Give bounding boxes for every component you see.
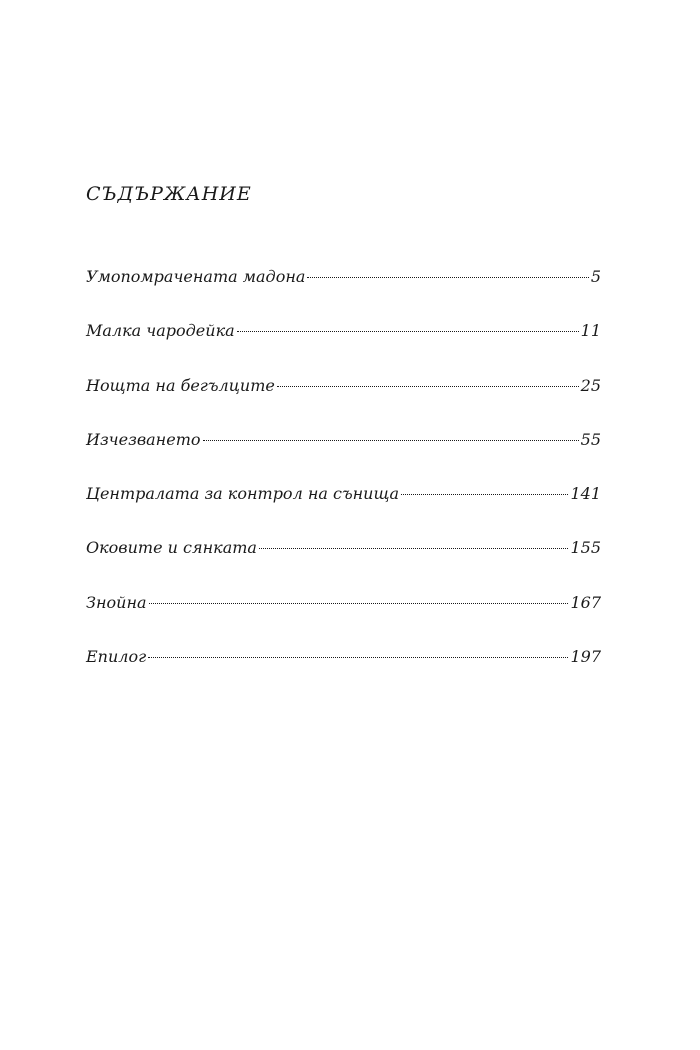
toc-entry[interactable] bbox=[86, 533, 601, 587]
toc-entry[interactable] bbox=[86, 588, 601, 642]
toc-chapter-title: Умопомрачената мадона bbox=[86, 267, 306, 286]
toc-entry[interactable] bbox=[86, 479, 601, 533]
toc-page-number: 197 bbox=[570, 647, 601, 667]
toc-entry[interactable] bbox=[86, 425, 601, 479]
toc-page-number: 155 bbox=[570, 538, 601, 558]
dot-leader bbox=[237, 331, 579, 332]
toc-chapter-title: Централата за контрол на сънища bbox=[86, 484, 400, 504]
toc-page-number: 25 bbox=[580, 375, 601, 395]
toc-entry[interactable] bbox=[86, 316, 601, 370]
toc-chapter-title: Нощта на бегълците bbox=[86, 375, 275, 395]
dot-leader bbox=[148, 657, 568, 658]
toc-entry[interactable] bbox=[86, 642, 601, 696]
toc-page-number: 141 bbox=[570, 484, 601, 504]
toc-page-number: 11 bbox=[580, 321, 601, 341]
dot-leader bbox=[259, 548, 569, 549]
toc-chapter-title: Знойна bbox=[86, 592, 147, 612]
toc-chapter-title: Изчезването bbox=[86, 429, 201, 449]
toc-entry[interactable] bbox=[86, 262, 601, 316]
toc-page-number: 55 bbox=[580, 429, 601, 449]
toc-chapter-title: Епилог bbox=[86, 647, 147, 667]
toc-page-number: 167 bbox=[570, 592, 601, 612]
toc-list bbox=[86, 262, 601, 696]
dot-leader bbox=[149, 603, 569, 604]
toc-page-number: 5 bbox=[590, 267, 601, 286]
toc-chapter-title: Оковите и сянката bbox=[86, 538, 257, 558]
toc-chapter-title: Малка чародейка bbox=[86, 321, 235, 341]
toc-entry[interactable] bbox=[86, 371, 601, 425]
dot-leader bbox=[203, 440, 579, 441]
dot-leader bbox=[307, 277, 588, 278]
toc-title: СЪДЪРЖАНИЕ bbox=[86, 183, 252, 205]
dot-leader bbox=[277, 386, 579, 387]
dot-leader bbox=[401, 494, 568, 495]
